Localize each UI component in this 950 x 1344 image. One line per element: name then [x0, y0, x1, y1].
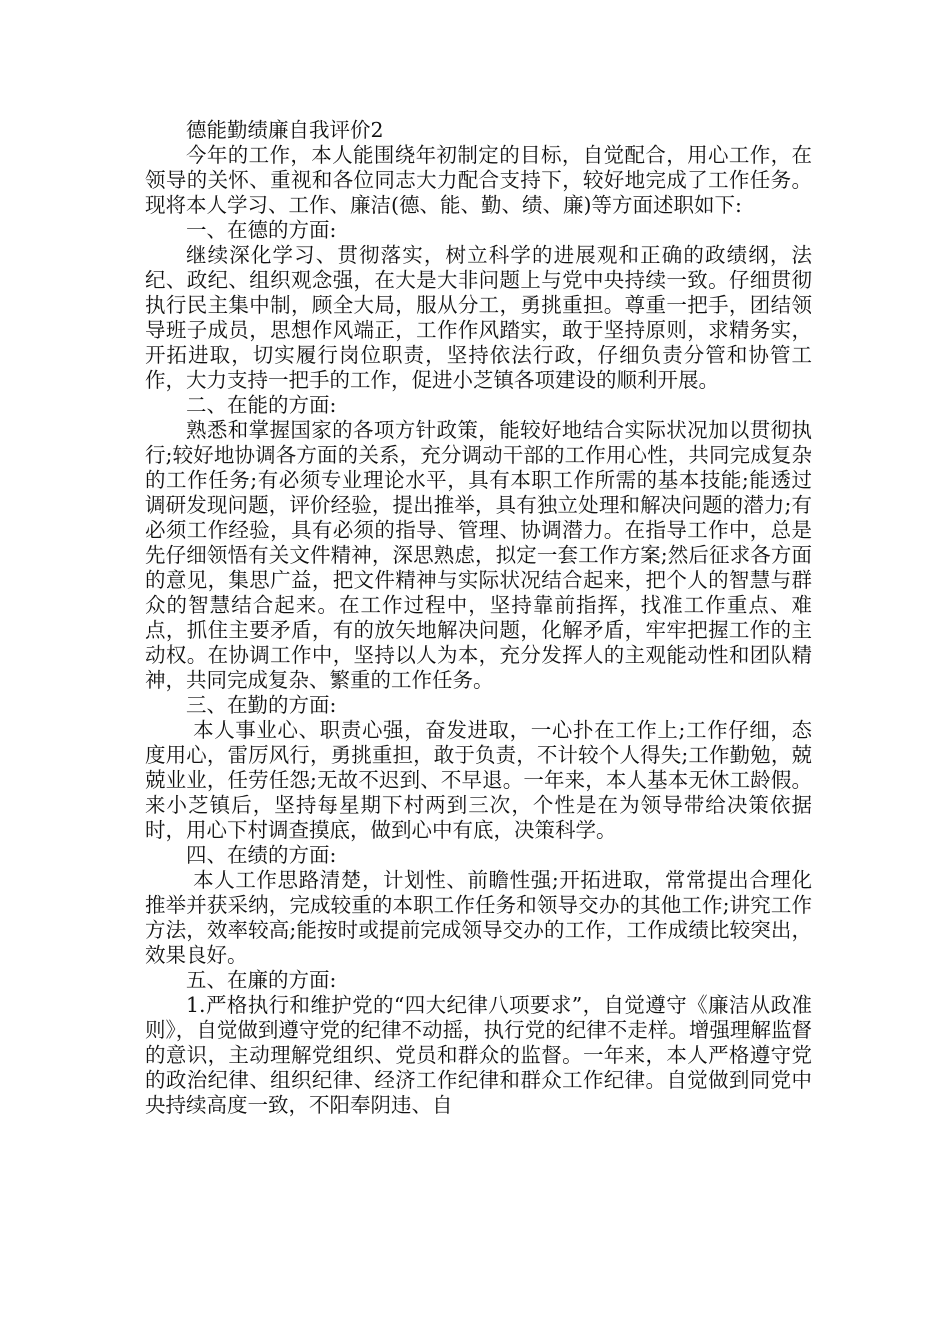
section-heading-de: 一、在德的方面: [186, 218, 337, 242]
section-body-de: 继续深化学习、贯彻落实，树立科学的进展观和正确的政绩纲，法纪、政纪、组织观念强，在大是大非问题上与党中央持续一致。仔细贯彻执行民主集中制，顾全大局，服从分工，勇挑重担。尊重一把手，团结领导班子成员，思想作风端正，工作作风踏实，敢于坚持原则，求精务实，开拓进取，切实履行岗位职责，坚持依法行政，仔细负责分管和协管工作，大力支持一把手的工作，促进小芝镇各项建设的顺利开展。 [145, 243, 812, 392]
section-heading-neng: 二、在能的方面: [186, 393, 337, 417]
section-body-neng: 熟悉和掌握国家的各项方针政策，能较好地结合实际状况加以贯彻执行;较好地协调各方面的关系，充分调动干部的工作用心性，共同完成复杂的工作任务;有必须专业理论水平，具有本职工作所需的基本技能;能透过调研发现问题，评价经验，提出推举，具有独立处理和解决问题的潜力;有必须工作经验，具有必须的指导、管理、协调潜力。在指导工作中，总是先仔细领悟有关文件精神，深思熟虑，拟定一套工作方案;然后征求各方面的意见，集思广益，把文件精神与实际状况结合起来，把个人的智慧与群众的智慧结合起来。在工作过程中，坚持靠前指挥，找准工作重点、难点，抓住主要矛盾，有的放矢地解决问题，化解矛盾，牢牢把握工作的主动权。在协调工作中，坚持以人为本，充分发挥人的主观能动性和团队精神，共同完成复杂、繁重的工作任务。 [145, 418, 812, 692]
intro-paragraph: 今年的工作，本人能围绕年初制定的目标，自觉配合，用心工作，在领导的关怀、重视和各位同志大力配合支持下，较好地完成了工作任务。现将本人学习、工作、廉洁(德、能、勤、绩、廉)等方面述职如下: [145, 143, 812, 217]
section-heading-ji: 四、在绩的方面: [186, 843, 337, 867]
section-heading-lian: 五、在廉的方面: [186, 968, 337, 992]
section-heading-qin: 三、在勤的方面: [186, 693, 337, 717]
document-title: 德能勤绩廉自我评价2 [186, 118, 384, 142]
section-body-lian: 1.严格执行和维护党的“四大纪律八项要求”，自觉遵守《廉洁从政准则》，自觉做到遵守党的纪律不动摇，执行党的纪律不走样。增强理解监督的意识，主动理解党组织、党员和群众的监督。一年来，本人严格遵守党的政治纪律、组织纪律、经济工作纪律和群众工作纪律。自觉做到同党中央持续高度一致，不阳奉阴违、自 [145, 993, 812, 1117]
document-page [145, 118, 812, 1118]
section-body-ji: 本人工作思路清楚，计划性、前瞻性强;开拓进取，常常提出合理化推举并获采纳，完成较重的本职工作任务和领导交办的其他工作;讲究工作方法，效率较高;能按时或提前完成领导交办的工作，工作成绩比较突出，效果良好。 [145, 868, 812, 967]
section-body-qin: 本人事业心、职责心强，奋发进取，一心扑在工作上;工作仔细，态度用心，雷厉风行，勇挑重担，敢于负责，不计较个人得失;工作勤勉，兢兢业业，任劳任怨;无故不迟到、不早退。一年来，本人基本无休工龄假。来小芝镇后，坚持每星期下村两到三次，个性是在为领导带给决策依据时，用心下村调查摸底，做到心中有底，决策科学。 [145, 718, 812, 842]
